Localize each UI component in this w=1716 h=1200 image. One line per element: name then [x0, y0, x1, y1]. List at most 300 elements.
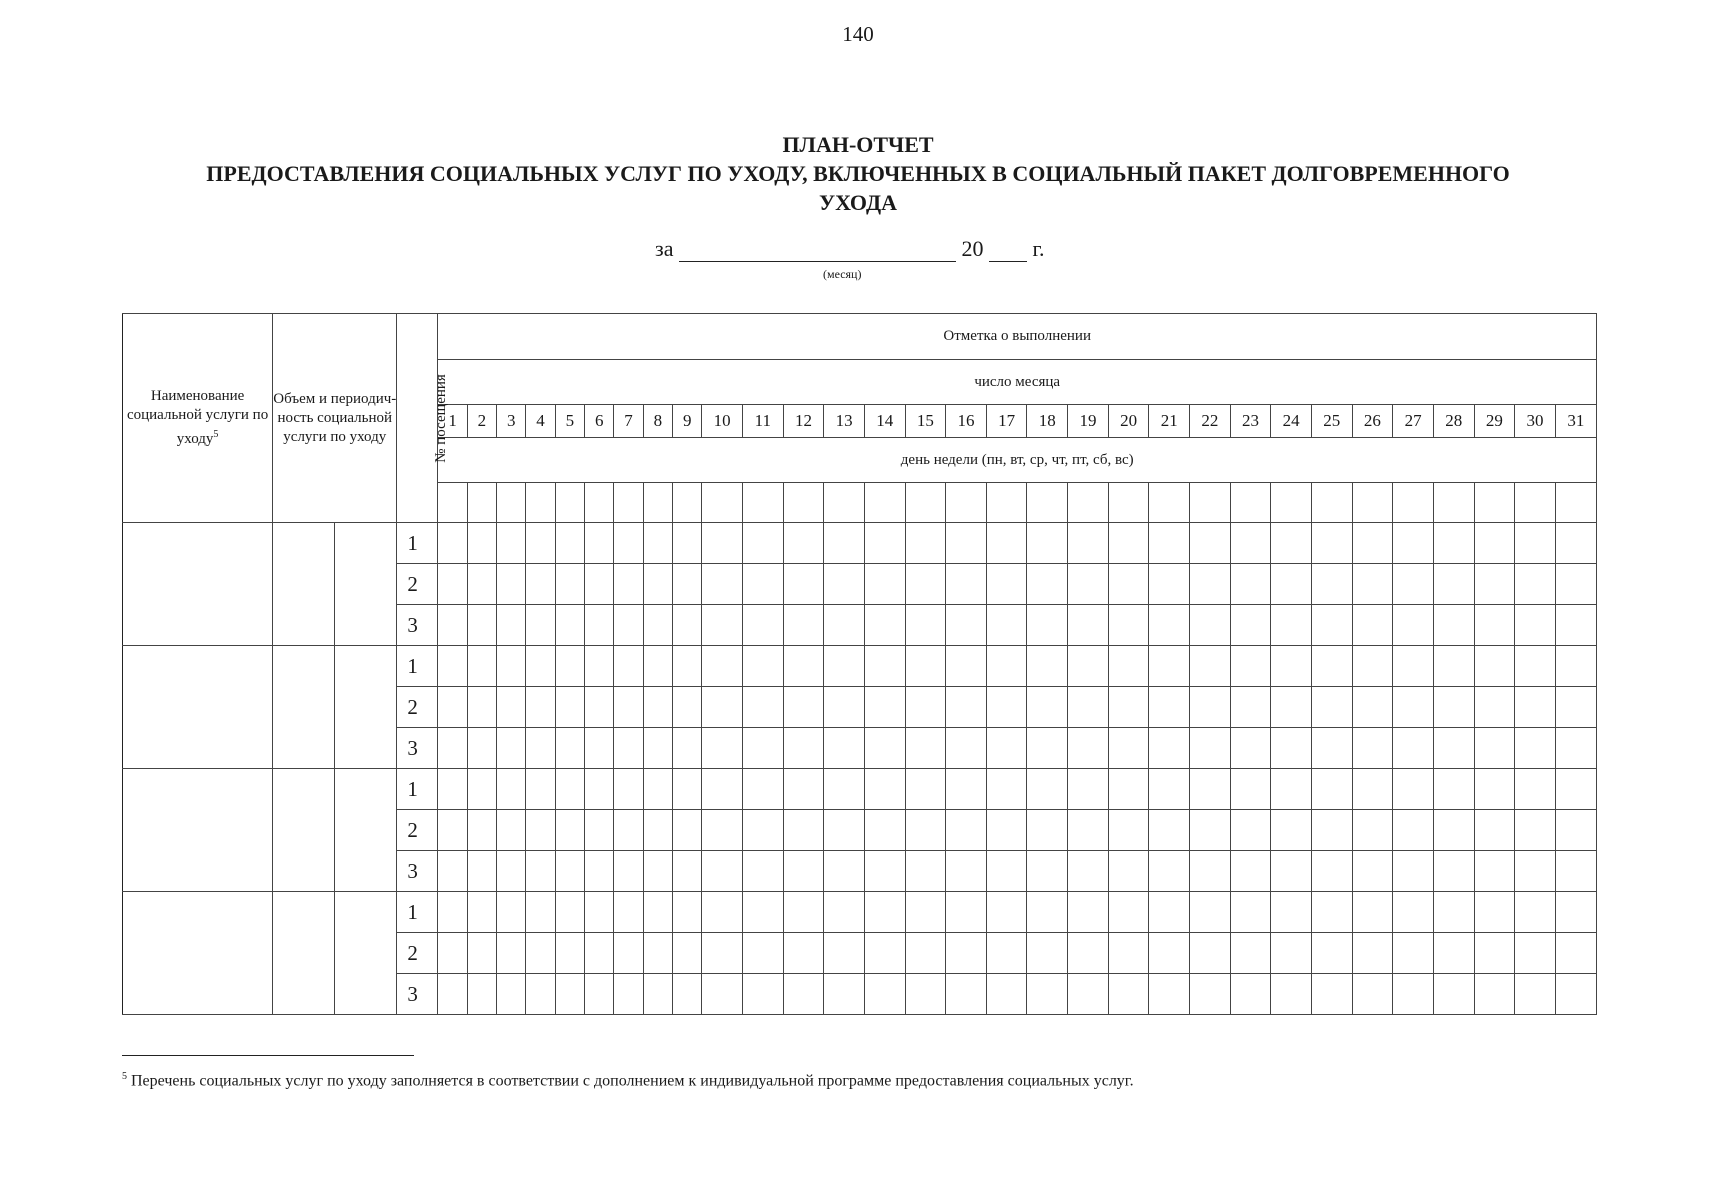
weekday-cell[interactable] — [702, 483, 743, 523]
mark-cell[interactable] — [585, 687, 614, 728]
weekday-cell[interactable] — [1474, 483, 1515, 523]
mark-cell[interactable] — [986, 523, 1027, 564]
mark-cell[interactable] — [1230, 523, 1271, 564]
mark-cell[interactable] — [743, 851, 784, 892]
mark-cell[interactable] — [986, 933, 1027, 974]
mark-cell[interactable] — [614, 687, 643, 728]
mark-cell[interactable] — [1515, 728, 1556, 769]
mark-cell[interactable] — [643, 933, 672, 974]
mark-cell[interactable] — [555, 646, 584, 687]
mark-cell[interactable] — [585, 523, 614, 564]
mark-cell[interactable] — [467, 728, 496, 769]
mark-cell[interactable] — [1393, 646, 1434, 687]
mark-cell[interactable] — [497, 892, 526, 933]
mark-cell[interactable] — [614, 810, 643, 851]
mark-cell[interactable] — [526, 933, 555, 974]
service-name-cell[interactable] — [123, 769, 273, 892]
mark-cell[interactable] — [497, 728, 526, 769]
mark-cell[interactable] — [783, 810, 824, 851]
mark-cell[interactable] — [1393, 687, 1434, 728]
mark-cell[interactable] — [1433, 687, 1474, 728]
mark-cell[interactable] — [1068, 728, 1109, 769]
service-name-cell[interactable] — [123, 892, 273, 1015]
mark-cell[interactable] — [824, 933, 865, 974]
mark-cell[interactable] — [946, 564, 987, 605]
mark-cell[interactable] — [1027, 728, 1068, 769]
mark-cell[interactable] — [467, 810, 496, 851]
mark-cell[interactable] — [1190, 974, 1231, 1015]
mark-cell[interactable] — [702, 769, 743, 810]
mark-cell[interactable] — [585, 810, 614, 851]
mark-cell[interactable] — [1230, 974, 1271, 1015]
mark-cell[interactable] — [1352, 892, 1393, 933]
mark-cell[interactable] — [555, 728, 584, 769]
mark-cell[interactable] — [467, 933, 496, 974]
mark-cell[interactable] — [526, 728, 555, 769]
mark-cell[interactable] — [1027, 769, 1068, 810]
mark-cell[interactable] — [946, 974, 987, 1015]
mark-cell[interactable] — [1555, 892, 1596, 933]
mark-cell[interactable] — [1068, 810, 1109, 851]
mark-cell[interactable] — [1433, 933, 1474, 974]
mark-cell[interactable] — [1515, 810, 1556, 851]
mark-cell[interactable] — [1515, 892, 1556, 933]
mark-cell[interactable] — [467, 564, 496, 605]
mark-cell[interactable] — [702, 851, 743, 892]
mark-cell[interactable] — [643, 687, 672, 728]
mark-cell[interactable] — [1555, 851, 1596, 892]
mark-cell[interactable] — [614, 728, 643, 769]
mark-cell[interactable] — [1515, 974, 1556, 1015]
mark-cell[interactable] — [1311, 851, 1352, 892]
weekday-cell[interactable] — [1068, 483, 1109, 523]
weekday-cell[interactable] — [1149, 483, 1190, 523]
mark-cell[interactable] — [438, 810, 467, 851]
mark-cell[interactable] — [702, 728, 743, 769]
mark-cell[interactable] — [824, 892, 865, 933]
mark-cell[interactable] — [1068, 646, 1109, 687]
mark-cell[interactable] — [1515, 851, 1556, 892]
mark-cell[interactable] — [905, 605, 946, 646]
mark-cell[interactable] — [585, 974, 614, 1015]
mark-cell[interactable] — [614, 605, 643, 646]
weekday-cell[interactable] — [497, 483, 526, 523]
mark-cell[interactable] — [986, 851, 1027, 892]
weekday-cell[interactable] — [673, 483, 702, 523]
mark-cell[interactable] — [783, 605, 824, 646]
mark-cell[interactable] — [1515, 687, 1556, 728]
mark-cell[interactable] — [1068, 523, 1109, 564]
mark-cell[interactable] — [1230, 892, 1271, 933]
weekday-cell[interactable] — [824, 483, 865, 523]
mark-cell[interactable] — [1108, 646, 1149, 687]
mark-cell[interactable] — [1149, 810, 1190, 851]
mark-cell[interactable] — [1474, 728, 1515, 769]
mark-cell[interactable] — [1433, 974, 1474, 1015]
weekday-cell[interactable] — [614, 483, 643, 523]
mark-cell[interactable] — [905, 769, 946, 810]
mark-cell[interactable] — [986, 687, 1027, 728]
mark-cell[interactable] — [783, 892, 824, 933]
weekday-cell[interactable] — [1027, 483, 1068, 523]
mark-cell[interactable] — [1352, 605, 1393, 646]
mark-cell[interactable] — [497, 523, 526, 564]
mark-cell[interactable] — [1068, 974, 1109, 1015]
mark-cell[interactable] — [1230, 564, 1271, 605]
mark-cell[interactable] — [1068, 605, 1109, 646]
mark-cell[interactable] — [1108, 523, 1149, 564]
mark-cell[interactable] — [555, 564, 584, 605]
mark-cell[interactable] — [1433, 523, 1474, 564]
mark-cell[interactable] — [1474, 646, 1515, 687]
mark-cell[interactable] — [743, 933, 784, 974]
mark-cell[interactable] — [1190, 728, 1231, 769]
mark-cell[interactable] — [1068, 851, 1109, 892]
mark-cell[interactable] — [438, 769, 467, 810]
mark-cell[interactable] — [1027, 646, 1068, 687]
mark-cell[interactable] — [1027, 892, 1068, 933]
mark-cell[interactable] — [1149, 974, 1190, 1015]
mark-cell[interactable] — [1433, 605, 1474, 646]
mark-cell[interactable] — [643, 892, 672, 933]
mark-cell[interactable] — [1515, 523, 1556, 564]
mark-cell[interactable] — [743, 687, 784, 728]
mark-cell[interactable] — [1515, 769, 1556, 810]
mark-cell[interactable] — [702, 687, 743, 728]
weekday-cell[interactable] — [1393, 483, 1434, 523]
mark-cell[interactable] — [1190, 564, 1231, 605]
weekday-cell[interactable] — [1433, 483, 1474, 523]
mark-cell[interactable] — [673, 769, 702, 810]
mark-cell[interactable] — [1068, 564, 1109, 605]
mark-cell[interactable] — [585, 646, 614, 687]
mark-cell[interactable] — [743, 974, 784, 1015]
mark-cell[interactable] — [614, 933, 643, 974]
mark-cell[interactable] — [467, 892, 496, 933]
mark-cell[interactable] — [497, 810, 526, 851]
mark-cell[interactable] — [702, 974, 743, 1015]
mark-cell[interactable] — [643, 605, 672, 646]
mark-cell[interactable] — [1555, 933, 1596, 974]
mark-cell[interactable] — [824, 605, 865, 646]
mark-cell[interactable] — [1311, 687, 1352, 728]
mark-cell[interactable] — [467, 974, 496, 1015]
mark-cell[interactable] — [1352, 687, 1393, 728]
weekday-cell[interactable] — [1271, 483, 1312, 523]
mark-cell[interactable] — [1149, 769, 1190, 810]
mark-cell[interactable] — [783, 687, 824, 728]
mark-cell[interactable] — [1311, 933, 1352, 974]
mark-cell[interactable] — [946, 892, 987, 933]
mark-cell[interactable] — [1352, 523, 1393, 564]
mark-cell[interactable] — [585, 851, 614, 892]
mark-cell[interactable] — [438, 687, 467, 728]
mark-cell[interactable] — [555, 810, 584, 851]
mark-cell[interactable] — [1230, 851, 1271, 892]
mark-cell[interactable] — [467, 605, 496, 646]
mark-cell[interactable] — [1271, 687, 1312, 728]
weekday-cell[interactable] — [1190, 483, 1231, 523]
mark-cell[interactable] — [1027, 605, 1068, 646]
mark-cell[interactable] — [526, 687, 555, 728]
mark-cell[interactable] — [1474, 851, 1515, 892]
mark-cell[interactable] — [614, 892, 643, 933]
mark-cell[interactable] — [1190, 851, 1231, 892]
mark-cell[interactable] — [1393, 892, 1434, 933]
mark-cell[interactable] — [438, 974, 467, 1015]
mark-cell[interactable] — [1230, 769, 1271, 810]
mark-cell[interactable] — [1474, 810, 1515, 851]
mark-cell[interactable] — [783, 564, 824, 605]
weekday-cell[interactable] — [1352, 483, 1393, 523]
weekday-cell[interactable] — [555, 483, 584, 523]
mark-cell[interactable] — [467, 523, 496, 564]
mark-cell[interactable] — [986, 564, 1027, 605]
mark-cell[interactable] — [673, 728, 702, 769]
mark-cell[interactable] — [526, 523, 555, 564]
mark-cell[interactable] — [673, 974, 702, 1015]
mark-cell[interactable] — [614, 769, 643, 810]
mark-cell[interactable] — [1393, 810, 1434, 851]
mark-cell[interactable] — [438, 564, 467, 605]
mark-cell[interactable] — [986, 974, 1027, 1015]
mark-cell[interactable] — [1190, 646, 1231, 687]
mark-cell[interactable] — [1027, 933, 1068, 974]
weekday-cell[interactable] — [864, 483, 905, 523]
mark-cell[interactable] — [1555, 728, 1596, 769]
weekday-cell[interactable] — [438, 483, 467, 523]
mark-cell[interactable] — [497, 564, 526, 605]
mark-cell[interactable] — [438, 728, 467, 769]
mark-cell[interactable] — [905, 728, 946, 769]
mark-cell[interactable] — [1271, 851, 1312, 892]
mark-cell[interactable] — [946, 810, 987, 851]
mark-cell[interactable] — [1271, 892, 1312, 933]
mark-cell[interactable] — [467, 646, 496, 687]
mark-cell[interactable] — [1393, 769, 1434, 810]
mark-cell[interactable] — [864, 564, 905, 605]
mark-cell[interactable] — [905, 892, 946, 933]
mark-cell[interactable] — [1230, 605, 1271, 646]
mark-cell[interactable] — [1555, 646, 1596, 687]
mark-cell[interactable] — [824, 769, 865, 810]
month-blank-field[interactable] — [679, 239, 956, 262]
weekday-cell[interactable] — [1108, 483, 1149, 523]
mark-cell[interactable] — [824, 523, 865, 564]
mark-cell[interactable] — [986, 892, 1027, 933]
mark-cell[interactable] — [1149, 687, 1190, 728]
mark-cell[interactable] — [1515, 933, 1556, 974]
mark-cell[interactable] — [1515, 646, 1556, 687]
mark-cell[interactable] — [905, 646, 946, 687]
mark-cell[interactable] — [1352, 851, 1393, 892]
mark-cell[interactable] — [946, 933, 987, 974]
mark-cell[interactable] — [555, 687, 584, 728]
mark-cell[interactable] — [864, 974, 905, 1015]
mark-cell[interactable] — [585, 728, 614, 769]
mark-cell[interactable] — [702, 605, 743, 646]
mark-cell[interactable] — [643, 523, 672, 564]
mark-cell[interactable] — [673, 687, 702, 728]
mark-cell[interactable] — [946, 769, 987, 810]
mark-cell[interactable] — [1108, 892, 1149, 933]
mark-cell[interactable] — [946, 728, 987, 769]
mark-cell[interactable] — [986, 646, 1027, 687]
mark-cell[interactable] — [1108, 687, 1149, 728]
mark-cell[interactable] — [1311, 728, 1352, 769]
mark-cell[interactable] — [673, 646, 702, 687]
mark-cell[interactable] — [905, 810, 946, 851]
mark-cell[interactable] — [1393, 564, 1434, 605]
mark-cell[interactable] — [643, 769, 672, 810]
mark-cell[interactable] — [585, 892, 614, 933]
mark-cell[interactable] — [614, 523, 643, 564]
mark-cell[interactable] — [1311, 605, 1352, 646]
mark-cell[interactable] — [526, 892, 555, 933]
mark-cell[interactable] — [643, 851, 672, 892]
mark-cell[interactable] — [743, 769, 784, 810]
mark-cell[interactable] — [438, 851, 467, 892]
mark-cell[interactable] — [1149, 892, 1190, 933]
volume-cell[interactable] — [273, 523, 335, 646]
mark-cell[interactable] — [1190, 523, 1231, 564]
mark-cell[interactable] — [555, 974, 584, 1015]
mark-cell[interactable] — [1027, 564, 1068, 605]
mark-cell[interactable] — [702, 564, 743, 605]
mark-cell[interactable] — [1108, 851, 1149, 892]
mark-cell[interactable] — [526, 605, 555, 646]
mark-cell[interactable] — [614, 564, 643, 605]
mark-cell[interactable] — [783, 933, 824, 974]
mark-cell[interactable] — [1555, 810, 1596, 851]
mark-cell[interactable] — [1352, 769, 1393, 810]
mark-cell[interactable] — [1108, 728, 1149, 769]
weekday-cell[interactable] — [467, 483, 496, 523]
weekday-cell[interactable] — [526, 483, 555, 523]
service-name-cell[interactable] — [123, 523, 273, 646]
mark-cell[interactable] — [743, 646, 784, 687]
mark-cell[interactable] — [1149, 851, 1190, 892]
mark-cell[interactable] — [438, 523, 467, 564]
periodicity-cell[interactable] — [335, 892, 397, 1015]
mark-cell[interactable] — [1149, 933, 1190, 974]
mark-cell[interactable] — [1433, 728, 1474, 769]
mark-cell[interactable] — [1433, 646, 1474, 687]
mark-cell[interactable] — [1108, 933, 1149, 974]
mark-cell[interactable] — [1230, 933, 1271, 974]
mark-cell[interactable] — [1149, 523, 1190, 564]
mark-cell[interactable] — [1474, 769, 1515, 810]
mark-cell[interactable] — [1555, 605, 1596, 646]
mark-cell[interactable] — [497, 769, 526, 810]
mark-cell[interactable] — [1027, 523, 1068, 564]
mark-cell[interactable] — [702, 810, 743, 851]
weekday-cell[interactable] — [946, 483, 987, 523]
mark-cell[interactable] — [702, 523, 743, 564]
mark-cell[interactable] — [585, 605, 614, 646]
mark-cell[interactable] — [1352, 564, 1393, 605]
mark-cell[interactable] — [986, 605, 1027, 646]
mark-cell[interactable] — [1271, 523, 1312, 564]
mark-cell[interactable] — [497, 933, 526, 974]
mark-cell[interactable] — [555, 933, 584, 974]
weekday-cell[interactable] — [986, 483, 1027, 523]
mark-cell[interactable] — [1149, 564, 1190, 605]
mark-cell[interactable] — [1190, 605, 1231, 646]
mark-cell[interactable] — [1311, 769, 1352, 810]
mark-cell[interactable] — [864, 728, 905, 769]
mark-cell[interactable] — [905, 974, 946, 1015]
mark-cell[interactable] — [1271, 564, 1312, 605]
mark-cell[interactable] — [1474, 523, 1515, 564]
mark-cell[interactable] — [702, 933, 743, 974]
mark-cell[interactable] — [673, 851, 702, 892]
mark-cell[interactable] — [1433, 564, 1474, 605]
mark-cell[interactable] — [1474, 687, 1515, 728]
mark-cell[interactable] — [1108, 974, 1149, 1015]
mark-cell[interactable] — [526, 974, 555, 1015]
mark-cell[interactable] — [783, 769, 824, 810]
mark-cell[interactable] — [1149, 646, 1190, 687]
mark-cell[interactable] — [1393, 523, 1434, 564]
mark-cell[interactable] — [1068, 933, 1109, 974]
weekday-cell[interactable] — [905, 483, 946, 523]
mark-cell[interactable] — [986, 728, 1027, 769]
mark-cell[interactable] — [643, 728, 672, 769]
mark-cell[interactable] — [1271, 646, 1312, 687]
mark-cell[interactable] — [497, 687, 526, 728]
mark-cell[interactable] — [1555, 564, 1596, 605]
mark-cell[interactable] — [824, 810, 865, 851]
mark-cell[interactable] — [1311, 523, 1352, 564]
mark-cell[interactable] — [1068, 769, 1109, 810]
mark-cell[interactable] — [673, 892, 702, 933]
mark-cell[interactable] — [864, 933, 905, 974]
volume-cell[interactable] — [273, 646, 335, 769]
weekday-cell[interactable] — [783, 483, 824, 523]
mark-cell[interactable] — [497, 605, 526, 646]
mark-cell[interactable] — [497, 974, 526, 1015]
mark-cell[interactable] — [824, 851, 865, 892]
mark-cell[interactable] — [526, 646, 555, 687]
mark-cell[interactable] — [1393, 605, 1434, 646]
mark-cell[interactable] — [673, 523, 702, 564]
periodicity-cell[interactable] — [335, 523, 397, 646]
mark-cell[interactable] — [1311, 564, 1352, 605]
mark-cell[interactable] — [497, 851, 526, 892]
mark-cell[interactable] — [1068, 687, 1109, 728]
mark-cell[interactable] — [783, 851, 824, 892]
mark-cell[interactable] — [824, 687, 865, 728]
mark-cell[interactable] — [986, 810, 1027, 851]
mark-cell[interactable] — [864, 851, 905, 892]
mark-cell[interactable] — [1190, 892, 1231, 933]
mark-cell[interactable] — [614, 646, 643, 687]
mark-cell[interactable] — [1474, 892, 1515, 933]
mark-cell[interactable] — [1393, 728, 1434, 769]
mark-cell[interactable] — [1352, 728, 1393, 769]
mark-cell[interactable] — [1271, 769, 1312, 810]
mark-cell[interactable] — [1027, 974, 1068, 1015]
mark-cell[interactable] — [1230, 687, 1271, 728]
mark-cell[interactable] — [743, 605, 784, 646]
mark-cell[interactable] — [1352, 646, 1393, 687]
mark-cell[interactable] — [555, 769, 584, 810]
mark-cell[interactable] — [946, 605, 987, 646]
mark-cell[interactable] — [467, 687, 496, 728]
mark-cell[interactable] — [467, 851, 496, 892]
mark-cell[interactable] — [1027, 687, 1068, 728]
